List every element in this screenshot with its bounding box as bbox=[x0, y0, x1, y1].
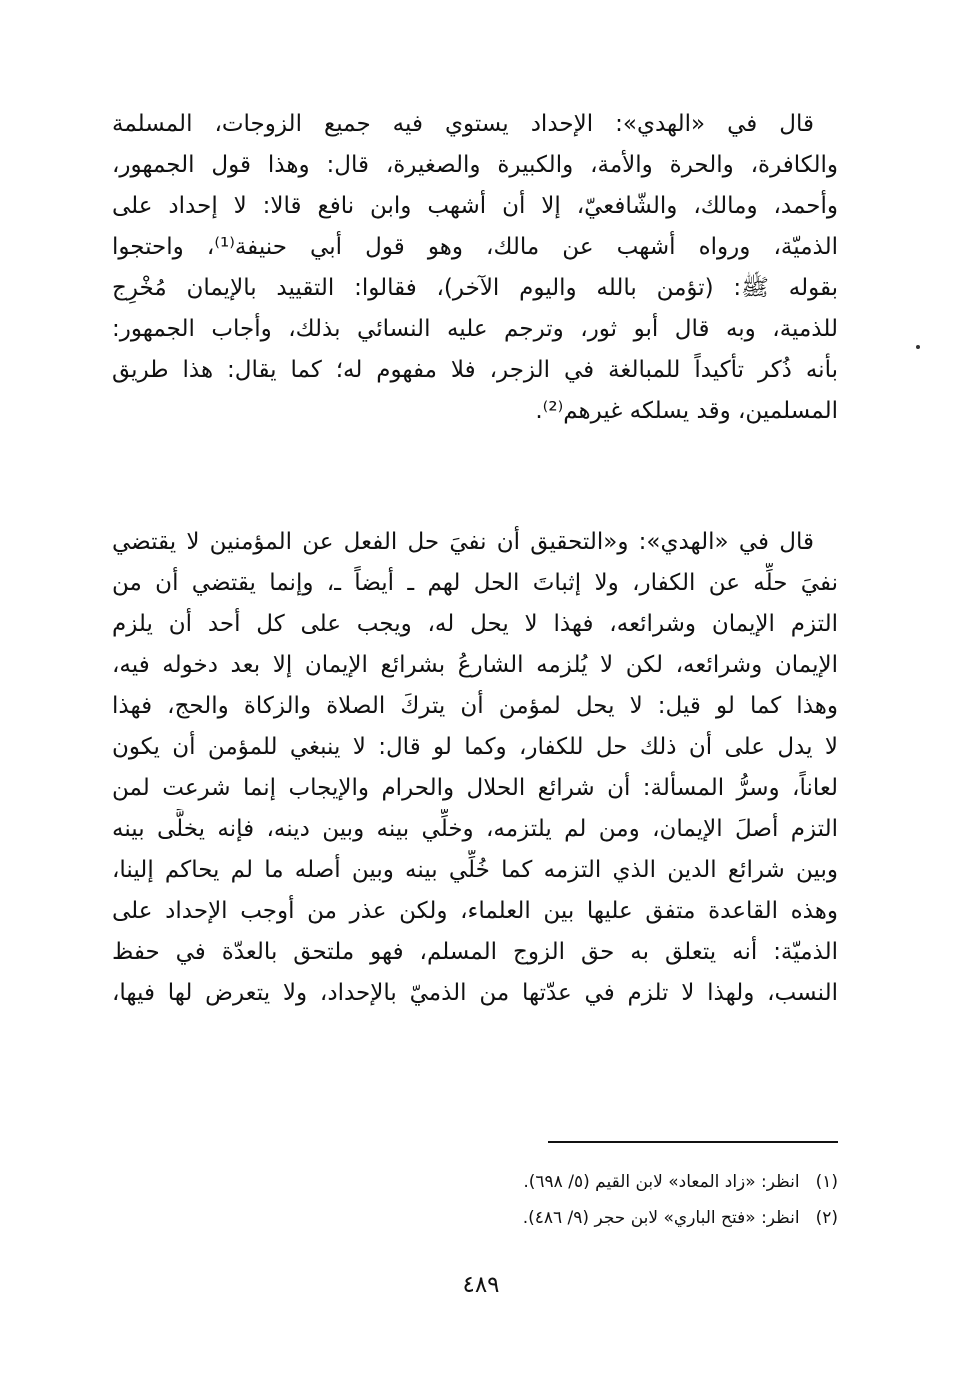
text-line: التزم أصلَ الإيمان، ومن لم يلتزمه، وخلِّي بينه وبين دينه، فإنه يخلَّى بينه bbox=[112, 816, 838, 842]
page-number: ٤٨٩ bbox=[462, 1272, 500, 1298]
text-line: لعاناً، وسرُّ المسألة: أن شرائع الحلال والحرام والإيجاب إنما شرعت لمن bbox=[112, 775, 838, 801]
text-line: وهذا كما لو قيل: لا يحل لمؤمن أن يتركَ الصلاة والزكاة والحج، فهذا bbox=[112, 693, 838, 719]
footnote-2 bbox=[380, 1200, 838, 1236]
footnote-1 bbox=[380, 1164, 838, 1200]
text-line: بقوله ﷺ: (تؤمن بالله واليوم الآخر)، فقالوا: التقييد بالإيمان مُخْرِج bbox=[112, 275, 838, 301]
text-line: قال في «الهدي»: الإحداد يستوي فيه جميع الزوجات، المسلمة bbox=[112, 111, 814, 137]
footnotes bbox=[380, 1164, 838, 1236]
text-line: لا يدل على أن ذلك حل للكفار، وكما لو قال: لا ينبغي للمؤمن أن يكون bbox=[112, 734, 838, 760]
text-line: النسب، ولهذا لا تلزم في عدّتها من الذميّ بالإحداد، ولا يتعرض لها فيها، bbox=[112, 980, 838, 1006]
text-line: والكافرة، والحرة والأمة، والكبيرة والصغيرة، قال: وهذا قول الجمهور، bbox=[112, 152, 838, 178]
text-line: التزم الإيمان وشرائعه، فهذا لا يحل له، ويجب على كل أحد أن يلزم bbox=[112, 611, 838, 637]
text-line: وهذه القاعدة متفق عليها بين العلماء، ولكن عذر من أوجب الإحداد على bbox=[112, 898, 838, 924]
text-line: وبين شرائع الدين الذي التزمه كما خُلِّي بينه وبين أصله ما لم يحاكم إلينا، bbox=[112, 857, 838, 883]
text-line: الذميّة: أنه يتعلق به حق الزوج المسلم، فهو ملتحق بالعدّة في حفظ bbox=[112, 939, 838, 965]
paragraph-2 bbox=[112, 522, 838, 1014]
footnote-text: انظر: «زاد المعاد» لابن القيم (٥/ ٦٩٨). bbox=[523, 1172, 800, 1192]
text-line: نفيَ حلِّه عن الكفار، ولا إثباتَ الحل لهم ـ أيضاً ـ، وإنما يقتضي أن من bbox=[112, 570, 838, 596]
margin-mark bbox=[916, 345, 920, 349]
footnote-divider bbox=[548, 1141, 838, 1143]
paragraph-1 bbox=[112, 104, 838, 432]
text-line: وأحمد، ومالك، والشّافعيّ، إلا أن أشهب وابن نافع قالا: لا إحداد على bbox=[112, 193, 838, 219]
text-line: الذميّة، ورواه أشهب عن مالك، وهو قول أبي حنيفة⁽¹⁾، واحتجوا bbox=[112, 234, 838, 260]
text-line: الإيمان وشرائعه، لكن لا يُلزمه الشارعُ بشرائع الإيمان إلا بعد دخوله فيه، bbox=[112, 652, 838, 678]
footnote-text: انظر: «فتح الباري» لابن حجر (٩/ ٤٨٦). bbox=[522, 1208, 800, 1228]
footnote-number: (١) bbox=[815, 1172, 838, 1192]
text-line: قال في «الهدي»: و«التحقيق أن نفيَ حل الفعل عن المؤمنين لا يقتضي bbox=[112, 529, 814, 555]
text-line: المسلمين، وقد يسلكه غيرهم⁽²⁾. bbox=[535, 398, 838, 424]
text-line: للذمية، وبه قال أبو ثور، وترجم عليه النسائي بذلك، وأجاب الجمهور: bbox=[112, 316, 838, 342]
text-line: بأنه ذُكر تأكيداً للمبالغة في الزجر، فلا مفهوم له؛ كما يقال: هذا طريق bbox=[112, 357, 838, 383]
footnote-number: (٢) bbox=[815, 1208, 838, 1228]
